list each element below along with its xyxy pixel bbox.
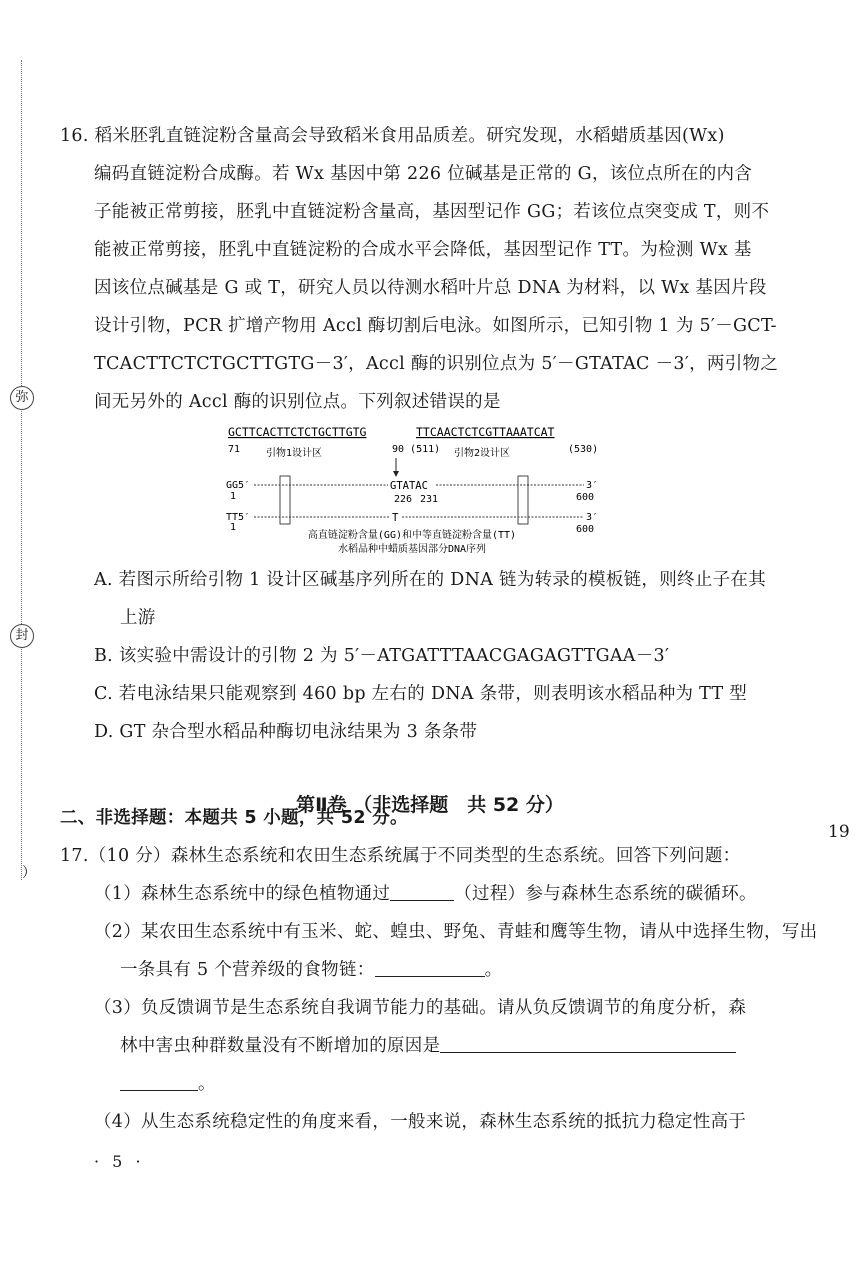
primer1-sequence: GCTTCACTTCTCTGCTTGTG [228, 425, 367, 439]
q17-part4: （4）从生态系统稳定性的角度来看，一般来说，森林生态系统的抵抗力稳定性高于 [94, 1112, 747, 1132]
answer-blank[interactable] [375, 960, 485, 977]
section-title: 第Ⅱ卷 （非选择题 共 52 分） [296, 794, 564, 816]
position-label: 1 [230, 491, 237, 502]
primer2-region-label: 引物2设计区 [454, 448, 511, 459]
position-label: 71 [228, 444, 241, 455]
q16-line: 能被正常剪接，胚乳中直链淀粉的合成水平会降低，基因型记作 TT。为检测 Wx 基 [94, 240, 752, 260]
q17-part1-text: （过程）参与森林生态系统的碳循环。 [454, 884, 757, 904]
q16-line: 子能被正常剪接，胚乳中直链淀粉含量高，基因型记作 GG；若该位点突变成 T，则不 [94, 202, 770, 222]
binding-mark-seal: 封 [10, 624, 34, 648]
q17-stem: 17.（10 分）森林生态系统和农田生态系统属于不同类型的生态系统。回答下列问题： [60, 846, 741, 866]
q17-part3-line2 [120, 1032, 736, 1057]
q17-part3-text: 林中害虫种群数量没有不断增加的原因是 [120, 1036, 441, 1056]
option-a: A. 若图示所给引物 1 设计区碱基序列所在的 DNA 链为转录的模板链，则终止子在其 [94, 570, 767, 590]
binding-line [21, 60, 22, 880]
primer1-region-box [280, 476, 290, 524]
option-b: B. 该实验中需设计的引物 2 为 5′－ATGATTTAACGAGAGTTGAA－3′ [94, 646, 670, 666]
position-label: 1 [230, 522, 237, 533]
dna-sequence-figure [222, 422, 602, 562]
strand-end-label: 3′ [586, 480, 599, 491]
option-a-continuation: 上游 [120, 608, 156, 628]
q16-line: 编码直链淀粉合成酶。若 Wx 基因中第 226 位碱基是正常的 G，该位点所在的内含 [94, 164, 753, 184]
mutation-base: T [392, 512, 399, 524]
q16-line: 间无另外的 Accl 酶的识别位点。下列叙述错误的是 [94, 392, 501, 412]
answer-blank[interactable] [390, 884, 454, 901]
option-c: C. 若电泳结果只能观察到 460 bp 左右的 DNA 条带，则表明该水稻品种为 TT 型 [94, 684, 748, 704]
option-d: D. GT 杂合型水稻品种酶切电泳结果为 3 条条带 [94, 722, 478, 742]
primer1-region-label: 引物1设计区 [266, 448, 323, 459]
position-label: 231 [420, 494, 439, 505]
q17-part2-text: 。 [484, 960, 503, 980]
q17-part3-line3 [120, 1070, 216, 1095]
position-label: 600 [576, 492, 595, 503]
figure-caption: 水稻品种中蜡质基因部分DNA序列 [337, 544, 487, 555]
q17-part3: （3）负反馈调节是生态系统自我调节能力的基础。请从负反馈调节的角度分析，森 [94, 998, 747, 1018]
gg-strand-label: GG5′ [226, 480, 251, 491]
section-heading: 二、非选择题：本题共 5 小题，共 52 分。 [60, 808, 408, 828]
q17-part1 [94, 880, 757, 905]
q17-part2: （2）某农田生态系统中有玉米、蛇、蝗虫、野兔、青蛙和鹰等生物，请从中选择生物，写出 [94, 922, 818, 942]
position-label: 226 [394, 494, 413, 505]
position-label: (530) [568, 444, 599, 455]
edge-number: 19 [828, 822, 850, 842]
q17-part3-text: 。 [198, 1074, 216, 1094]
page-number: · 5 · [94, 1152, 145, 1171]
recognition-site: GTATAC [390, 480, 428, 492]
position-label: 90 (511) [392, 444, 441, 455]
binding-mark-seal: 弥 [10, 386, 34, 410]
q16-line: TCACTTCTCTGCTTGTG－3′，Accl 酶的识别位点为 5′－GTATAC －3′，两引物之 [94, 354, 779, 374]
tt-strand-label: TT5′ [226, 512, 251, 523]
q17-part2-text: 一条具有 5 个营养级的食物链： [120, 960, 375, 980]
q16-line: 因该位点碱基是 G 或 T，研究人员以待测水稻叶片总 DNA 为材料，以 Wx 基因片段 [94, 278, 767, 298]
arrowhead-icon [393, 471, 399, 477]
answer-blank[interactable] [440, 1036, 736, 1053]
figure-caption: 高直链淀粉含量(GG)和中等直链淀粉含量(TT) [307, 530, 517, 541]
primer2-sequence: TTCAACTCTCGTTAAATCAT [416, 425, 555, 439]
q17-part2-line2 [120, 956, 502, 981]
q16-line: 16. 稻米胚乳直链淀粉含量高会导致稻米食用品质差。研究发现，水稻蜡质基因(Wx) [60, 126, 725, 146]
q16-line: 设计引物，PCR 扩增产物用 Accl 酶切割后电泳。如图所示，已知引物 1 为 5′－GCT- [94, 316, 777, 336]
q17-part1-text: （1）森林生态系统中的绿色植物通过 [94, 884, 391, 904]
position-label: 600 [576, 524, 595, 535]
strand-end-label: 3′ [586, 512, 599, 523]
margin-mark: ） [22, 865, 36, 881]
answer-blank[interactable] [120, 1074, 198, 1091]
